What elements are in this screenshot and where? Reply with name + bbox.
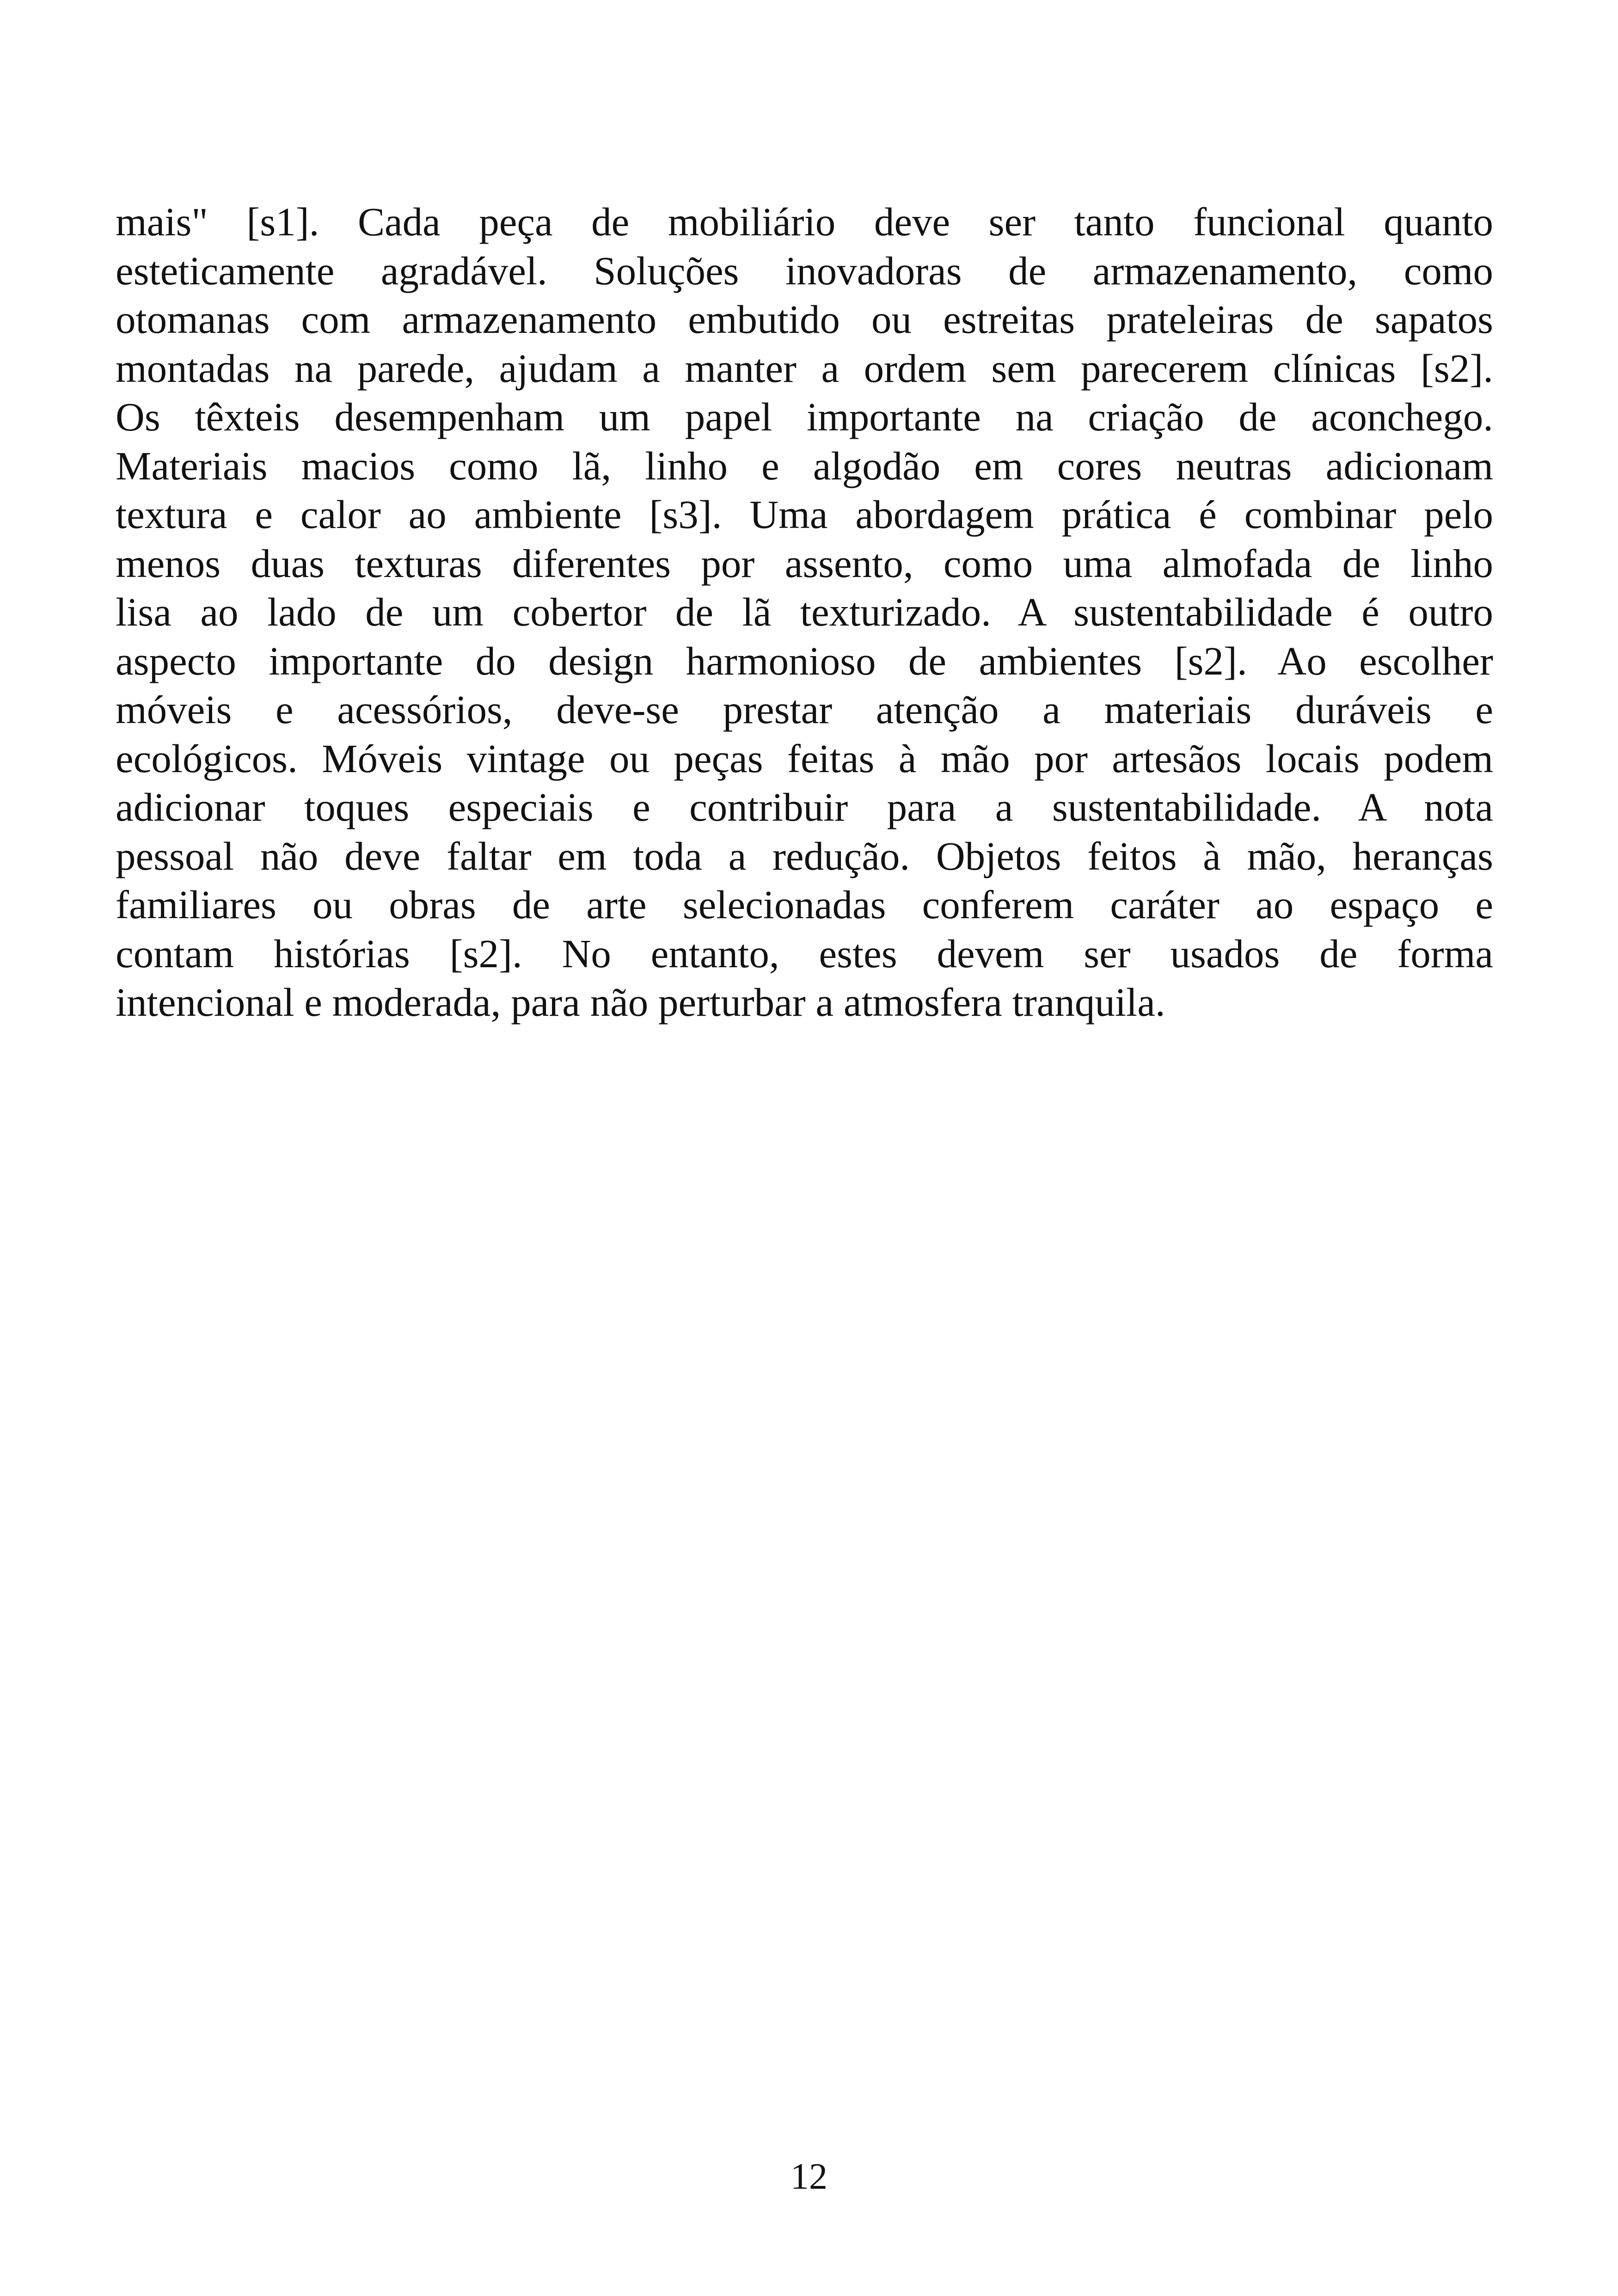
- text-line: familiares ou obras de arte selecionadas conferem caráter ao espaço e: [116, 882, 1493, 927]
- text-line: Materiais macios como lã, linho e algodão em cores neutras adicionam: [116, 443, 1493, 488]
- page-number: 12: [791, 2156, 827, 2197]
- text-line: lisa ao lado de um cobertor de lã texturizado. A sustentabilidade é outro: [116, 589, 1493, 634]
- text-line: intencional e moderada, para não perturbar a atmosfera tranquila.: [116, 980, 1165, 1025]
- text-line: mais" [s1]. Cada peça de mobiliário deve ser tanto funcional quanto: [116, 199, 1493, 244]
- text-line: pessoal não deve faltar em toda a redução. Objetos feitos à mão, heranças: [116, 833, 1493, 878]
- text-line: montadas na parede, ajudam a manter a ordem sem parecerem clínicas [s2].: [116, 345, 1493, 391]
- text-line: ecológicos. Móveis vintage ou peças feitas à mão por artesãos locais podem: [116, 736, 1493, 781]
- text-line: aspecto importante do design harmonioso de ambientes [s2]. Ao escolher: [116, 638, 1493, 683]
- text-line: menos duas texturas diferentes por assento, como uma almofada de linho: [116, 540, 1493, 586]
- text-line: móveis e acessórios, deve-se prestar atenção a materiais duráveis e: [116, 687, 1493, 732]
- text-line: esteticamente agradável. Soluções inovadoras de armazenamento, como: [116, 248, 1493, 293]
- text-line: otomanas com armazenamento embutido ou estreitas prateleiras de sapatos: [116, 297, 1493, 342]
- text-line: contam histórias [s2]. No entanto, estes devem ser usados de forma: [116, 931, 1493, 976]
- text-line: adicionar toques especiais e contribuir para a sustentabilidade. A nota: [116, 785, 1493, 829]
- body-paragraph: [116, 197, 1493, 1027]
- text-line: Os têxteis desempenham um papel importante na criação de aconchego.: [116, 394, 1493, 439]
- text-line: textura e calor ao ambiente [s3]. Uma abordagem prática é combinar pelo: [116, 492, 1493, 537]
